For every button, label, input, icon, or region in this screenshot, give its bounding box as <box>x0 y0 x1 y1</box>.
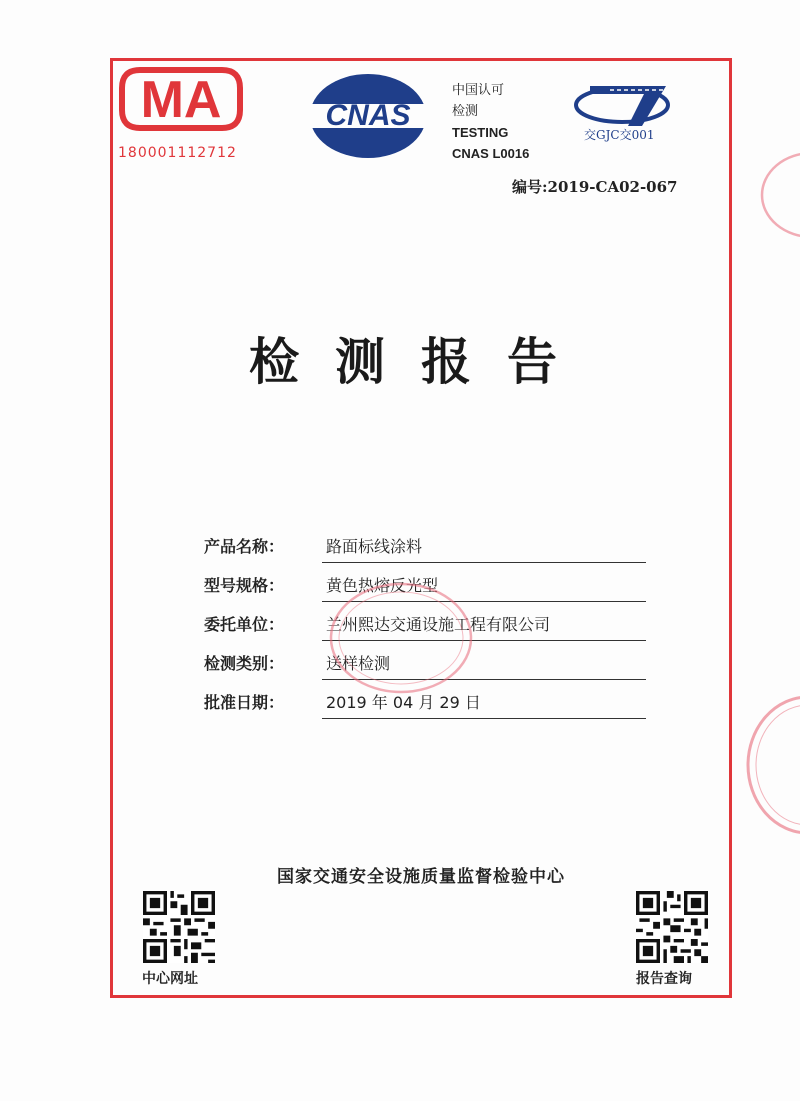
info-label: 检测类别： <box>204 654 285 673</box>
info-row-model <box>204 571 646 605</box>
info-row-client <box>204 610 646 644</box>
info-label: 委托单位： <box>204 615 285 634</box>
cnas-line-testing-cn: 检测 <box>452 104 479 119</box>
info-row-approval-date <box>204 688 646 722</box>
info-label: 批准日期： <box>204 693 285 712</box>
cma-logo <box>118 66 244 132</box>
info-row-test-type <box>204 649 646 683</box>
qr-code-report-query <box>636 891 708 963</box>
info-value: 2019 年 04 月 29 日 <box>322 688 646 719</box>
cnas-line-number: CNAS L0016 <box>452 146 530 161</box>
info-label: 型号规格： <box>204 576 285 595</box>
cnas-logo <box>302 70 434 162</box>
cnas-line-cn: 中国认可 <box>452 83 505 98</box>
cnas-line-testing: TESTING <box>452 125 509 140</box>
qr-code-website <box>143 891 215 963</box>
gjc-logo <box>570 80 676 130</box>
qr-caption-website: 中心网址 <box>142 971 198 987</box>
info-value: 兰州熙达交通设施工程有限公司 <box>322 610 646 641</box>
report-number: 编号:2019-CA02-067 <box>512 178 678 196</box>
info-label: 产品名称： <box>204 537 285 556</box>
info-value: 路面标线涂料 <box>322 532 646 563</box>
qr-caption-report-query: 报告查询 <box>636 971 692 987</box>
info-row-product <box>204 532 646 566</box>
report-title: 检测报告 <box>249 332 593 391</box>
cnas-accreditation-text <box>452 80 529 164</box>
edge-seal-bottom <box>742 690 800 840</box>
page-border <box>110 58 732 998</box>
svg-text:MA: MA <box>140 71 222 129</box>
cma-certificate-number: 180001112712 <box>118 145 237 161</box>
gjc-code: 交GJC交001 <box>584 128 655 142</box>
svg-text:CNAS: CNAS <box>325 99 411 132</box>
edge-seal-top <box>752 150 800 240</box>
info-value: 送样检测 <box>322 649 646 680</box>
info-value: 黄色热熔反光型 <box>322 571 646 602</box>
institution-name: 国家交通安全设施质量监督检验中心 <box>277 867 565 887</box>
